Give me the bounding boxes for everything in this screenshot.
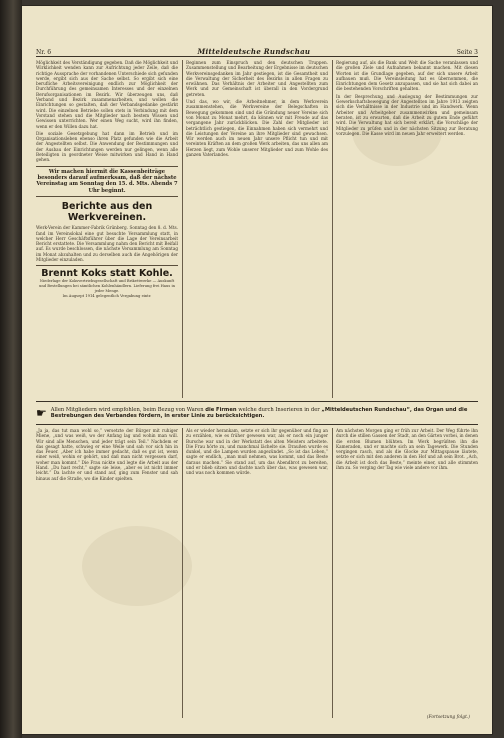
story-paragraph: Am nächsten Morgen ging er früh zur Arbeit. Der Weg führte ihn durch die stillen Gassen der Stadt, an den Gärten vorbei, in denen die ersten Blumen blühten. Im Werk begrüßten ihn die Kameraden, und er machte sich an sein Tagewerk. Die Stunden vergingen rasch, und als die Glocke zur Mittagspause läutete, setzte er sich mit den anderen in den Hof und aß sein Brot. „Ach, die Arbeit ist doch das Beste,“ meinte einer, und alle stimmten ihm zu. So verging der Tag wie viele andere vor ihm. xyxy=(336,428,478,471)
pointing-hand-icon: ☛ xyxy=(36,405,47,420)
page-header xyxy=(36,44,478,57)
article-paragraph: Und das, wo wir, die Arbeitnehmer, in dem Werkverein zusammenstehen, die Werkvereine der Belegschaften in Bewegung gekommen sind und die Gründung neuer Vereine sich von Monat zu Monat mehrt, da können wir mit Freude auf das vergangene Jahr zurückblicken. Die Zahl der Mitglieder ist beträchtlich gestiegen, die Einnahmen haben sich vermehrt und die Leistungen der Vereine an ihre Mitglieder sind gewachsen. Wir werden auch im neuen Jahr unsere Pflicht tun und mit vereinten Kräften an dem großen Werk arbeiten, das uns allen am Herzen liegt, zum Wohle unserer Mitglieder und zum Wohle des ganzen Vaterlandes. xyxy=(186,99,328,158)
notice-box xyxy=(36,166,178,198)
report-paragraph: Werk-Verein der Kammer-Fabrik Grünberg. Sonntag den 8. d. Mts. fand im Vereinslokal eine gut besuchte Versammlung statt, in welcher Herr Geschäftsführer über die Lage der Vereinsarbeit Bericht erstattete. Die Versammlung nahm den Bericht mit Beifall auf. Es wurde beschlossen, die nächste Versammlung am Sonntag im Monat abzuhalten und zu derselben auch die Angehörigen der Mitglieder einzuladen. xyxy=(36,225,178,263)
story-paragraph: Als er wieder herankam, setzte er sich ihr gegenüber und fing an zu erzählen, wie es früher gewesen war, als er noch ein junger Bursche war und in der Werkstatt des alten Meisters arbeitete. Die Frau hörte zu, und manchmal lächelte sie. Draußen wurde es dunkel, und die Lampen wurden angezündet. „So ist das Leben,“ sagte er endlich, „man muß nehmen, was kommt, und das Beste daraus machen.“ Sie stand auf, um das Abendbrot zu bereiten, und er blieb sitzen und dachte nach über das, was gewesen war, und was noch kommen würde. xyxy=(186,428,328,476)
column-3 xyxy=(336,60,478,398)
column-divider xyxy=(332,60,333,398)
story-column-1 xyxy=(36,428,178,718)
advertisement-heading: Brennt Koks statt Kohle. xyxy=(41,268,173,280)
column-divider xyxy=(182,60,183,398)
article-paragraph: Die soziale Gesetzgebung hat dann im Betrieb und im Organisationsleben ebenso ihren Platz gefunden wie die Arbeit der Angestellten selbst. Die Anwendung der Bestimmungen und der Ausbau der Einrichtungen werden nur gelingen, wenn alle Beteiligten in geordneter Weise mitwirken und Hand in Hand gehen. xyxy=(36,130,178,163)
continued-note: (Fortsetzung folgt.) xyxy=(426,715,470,720)
column-divider xyxy=(332,428,333,718)
banner-text-d: „Mitteldeutschen Rundschau“, das Organ und die Bestrebungen des Verbandes fördern, in erster Linie zu berücksichtigen. xyxy=(50,406,468,419)
story-paragraph: „Ja ja, das tut man wohl so,“ versetzte der Bürger mit ruhiger Miene, „und was weiß, wo der Anfang lag und wohin man will. Wir sind alle Menschen, und jeder trägt sein Teil.“ Nachdem er das gesagt hatte, schwieg er eine Weile und sah vor sich hin in das Feuer. „Aber ich habe immer gedacht, daß es gut ist, wenn einer weiß, wohin er gehört, und daß man nicht vergessen darf, woher man kommt.“ Die Frau nickte und legte die Arbeit aus der Hand. „Du hast recht,“ sagte sie leise, „aber es ist nicht immer leicht.“ Da lachte er und stand auf, ging zum Fenster und sah hinaus auf die Straße, wo die Kinder spielten. xyxy=(36,428,178,481)
page-number-right: Seite 3 xyxy=(456,49,478,56)
masthead-title: Mitteldeutsche Rundschau xyxy=(197,47,311,56)
advertisement xyxy=(36,265,178,298)
advertisement-date: Im Augsept 1914 gelegentlich Vergabung eintr. xyxy=(62,294,152,299)
banner-text-b: die Firmen xyxy=(205,406,237,413)
column-2 xyxy=(186,60,328,398)
members-notice-banner xyxy=(36,401,478,425)
story-column-3 xyxy=(336,428,478,710)
article-paragraph: Beginnen zum Einspruch und den deutschen Truppen. Zusammenstellung und Bearbeitung der Ergebnisse im deutschen Werkvereinsgedanken im Jahr gestiegen, ist die Gesamtheit und die Verwaltung der Sicherheit des Bezirks in allen Fragen zu erwähnen. Das Verhältnis der Arbeiter und Angestellten zum Werk und zur Gemeinschaft ist überall in den Vordergrund getreten. xyxy=(186,60,328,97)
association-notice: Wir machen hiermit die Kassenbeiträge besonders darauf aufmerksam, daß der nächste Vereinstag am Sonntag den 15. d. Mts. Abends 7 Uhr beginnt. xyxy=(36,168,178,194)
advertisement-text: Niederlage der Koksvertriebsgesellschaft und Brikettwerke — Auskunft und Bestellungen bei sämtlichen Kohlenhändlern. Lieferung frei Haus in jeder Menge. xyxy=(38,279,176,293)
page-number-left: Nr. 6 xyxy=(36,49,52,56)
book-binding xyxy=(0,0,22,738)
banner-text xyxy=(51,407,478,420)
banner-text-c: welche durch Inserieren in der xyxy=(238,406,320,413)
newspaper-page xyxy=(22,6,492,734)
column-divider xyxy=(182,428,183,718)
column-1 xyxy=(36,60,178,398)
article-paragraph: Möglichkeit des Verständigung gegeben. Daß die Möglichkeit und Wirklichkeit wenden kann zur Aufrichtung jeder Zeile, daß die richtige Aussprache der vorhandenen Unterschiede sich gefunden werde, ergibt sich aus der Sache selbst. So ergibt sich eine berufliche Arbeitsvereinigung endlich zur Möglichkeit der Durchführung des gemeinsamen Interesses und der einzelnen Berufsorganisationen im Bezirk. Wir überzeugen uns, daß Verband und Bezirk zusammenarbeiten, und wollen die Einrichtungen so gestalten, daß der Verbandsgedanke gestärkt wird. Die einzelnen Betriebe sollen stets in Verbindung mit dem Vorstand stehen und die Mitglieder nach bestem Wissen und Gewissen unterrichten. Wer einen Weg sucht, wird ihn finden, wenn er den Willen dazu hat. xyxy=(36,60,178,129)
story-column-2 xyxy=(186,428,328,718)
article-paragraph: In der Besprechung und Auslegung der Bestimmungen zur Gewerkschaftsbewegung der Angestellten im Jahre 1913 zeigten sich die Verhältnisse in der Industrie und im Handwerk. Wenn Arbeiter und Arbeitgeber zusammenwirken und gemeinsam beraten, ist zu erwarten, daß die Arbeit zu gutem Ende geführt wird. Die Verwaltung hat sich bereit erklärt, die Vorschläge der Mitglieder zu prüfen und in der nächsten Sitzung zur Beratung vorzulegen. Die Kasse wird im neuen Jahr erweitert werden. xyxy=(336,93,478,136)
banner-text-a: Allen Mitgliedern wird empfohlen, beim Bezug von Waren xyxy=(50,406,204,413)
section-heading: Berichte aus den Werkvereinen. xyxy=(61,201,153,224)
article-paragraph: Regierung auf, als die Bank und Welt die Sache veranlassen und die großen Ziele und Aufnahmen bekannt machen. Mit diesen Worten ist die Grundlage gegeben, auf der sich unsere Arbeit aufbauen muß. Die Vereinsleitung hat es übernommen, die Einrichtungen dem Gesetz anzupassen, und sie hat sich dabei an die bestehenden Vorschriften gehalten. xyxy=(336,60,478,92)
